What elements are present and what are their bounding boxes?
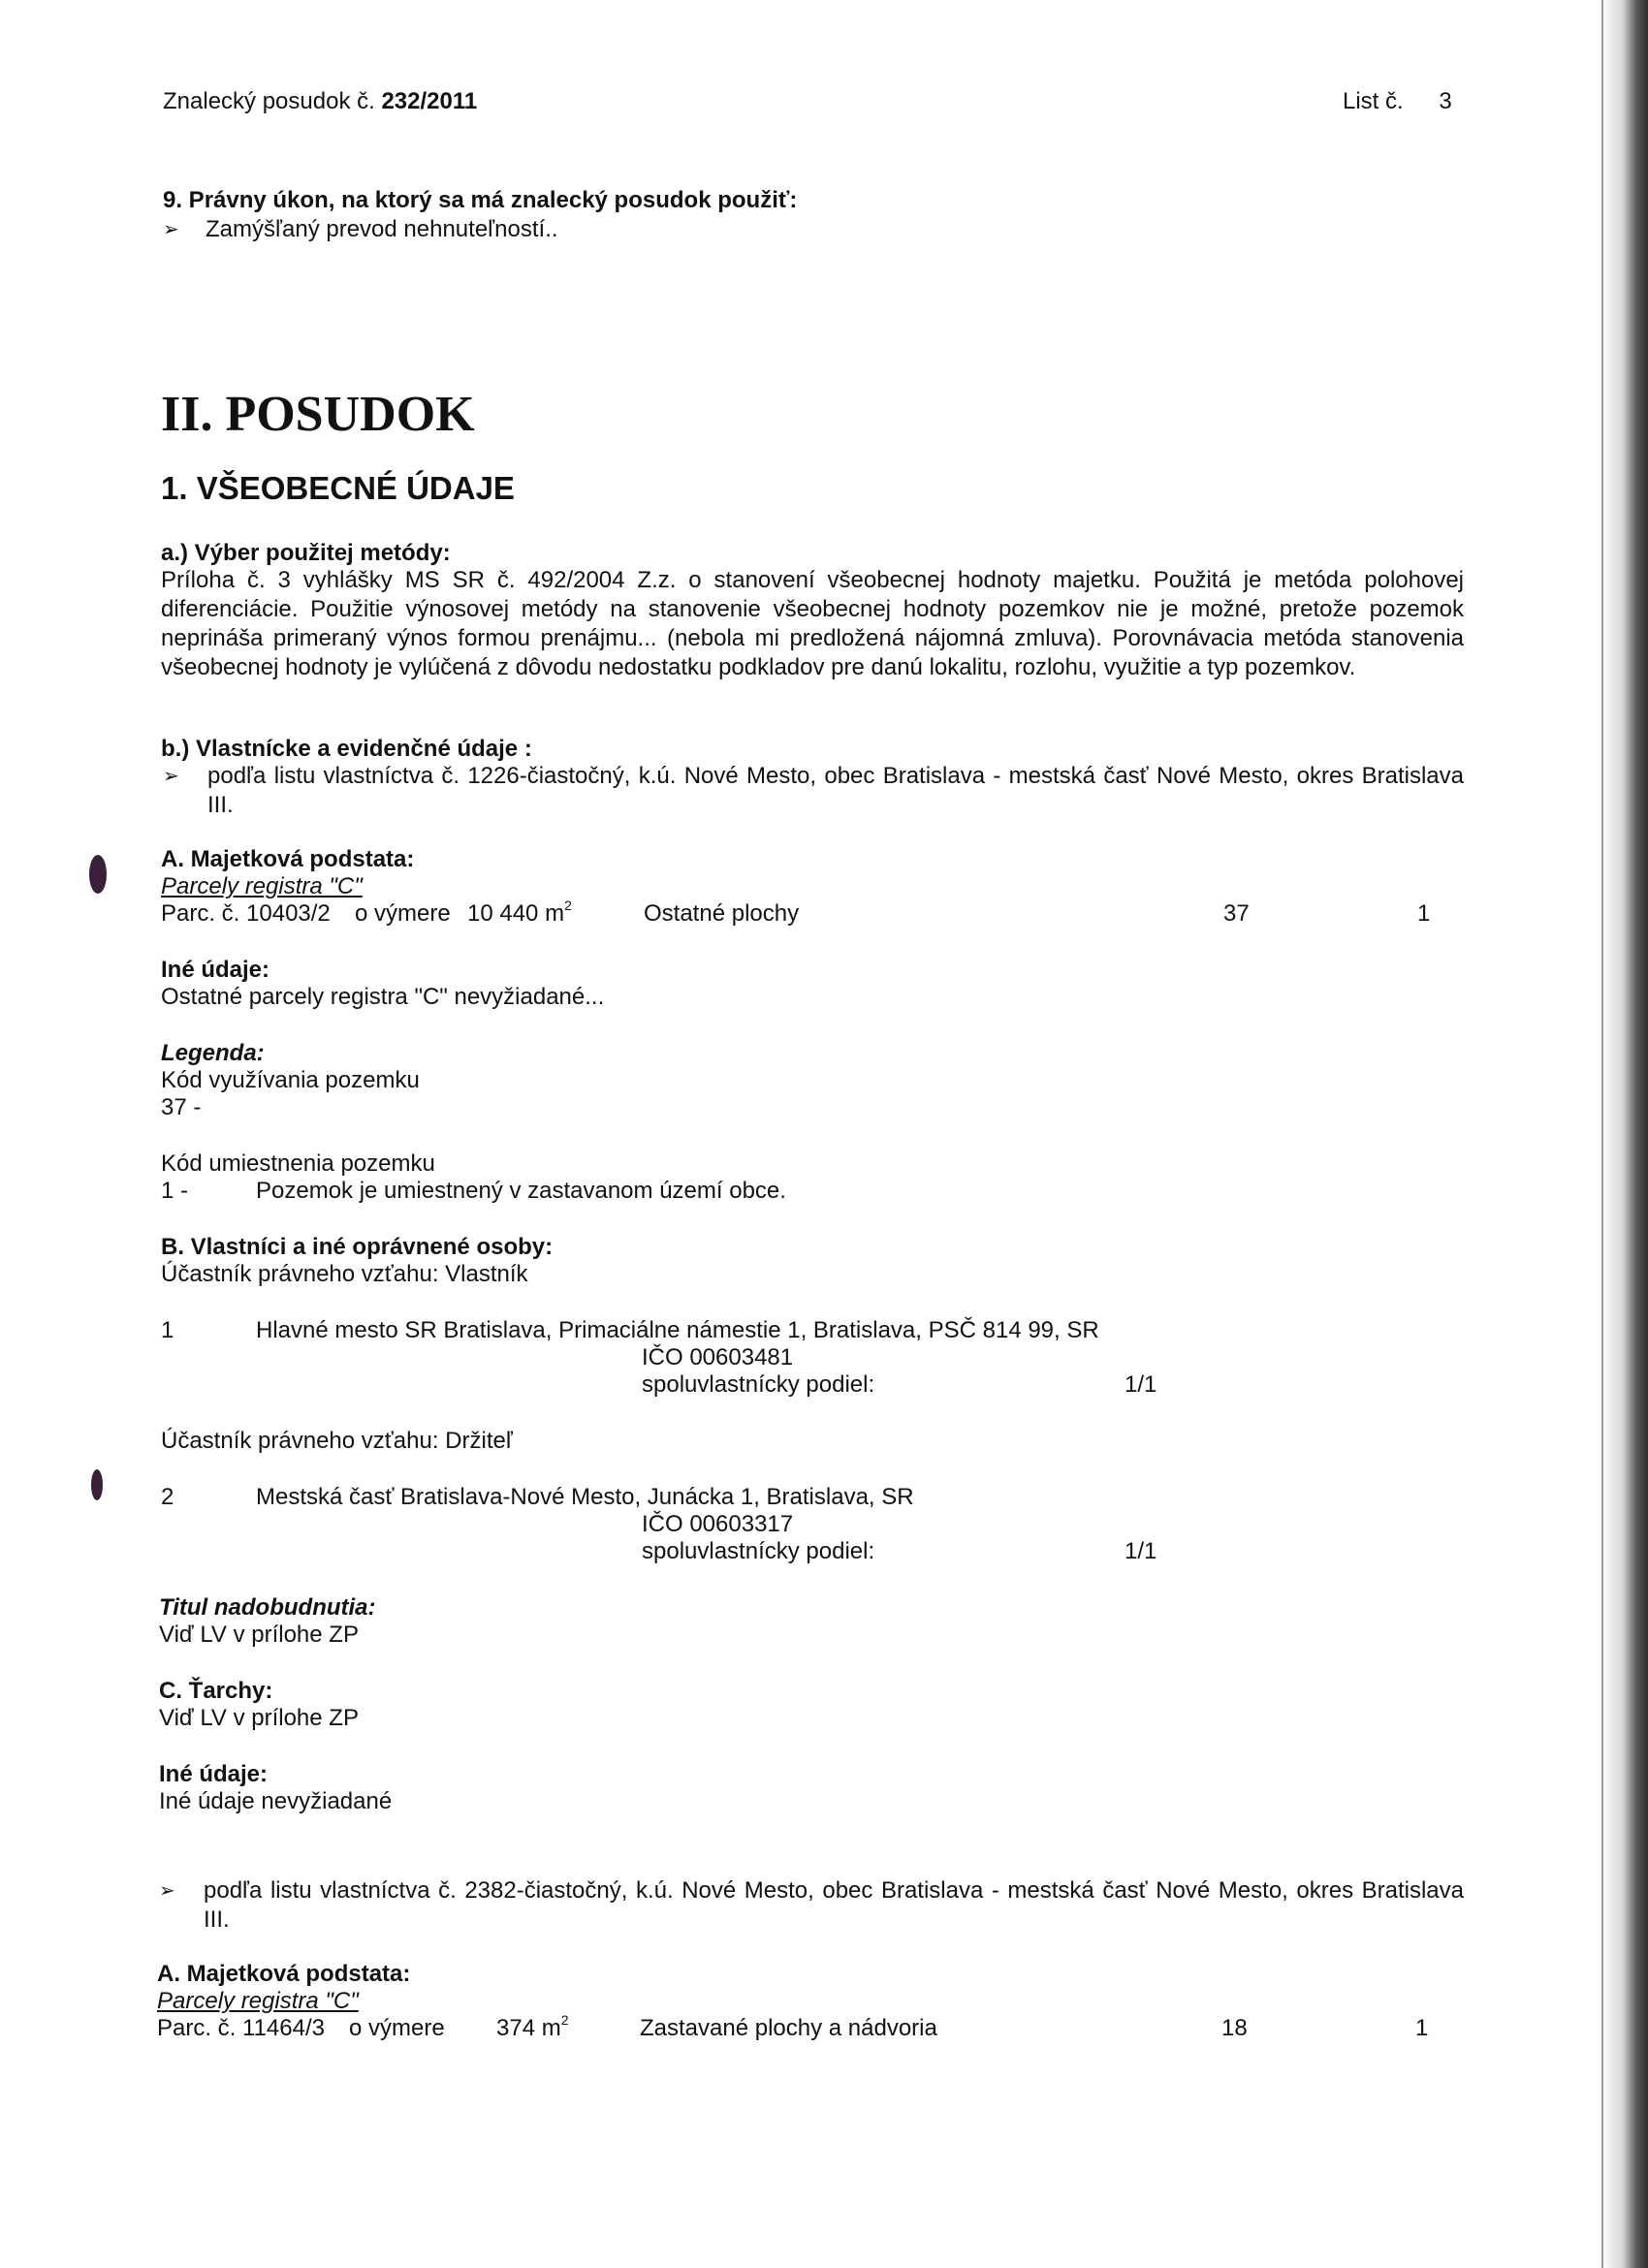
owner-2-name: Mestská časť Bratislava-Nové Mesto, Junácka 1, Bratislava, SR	[256, 1484, 914, 1510]
asset-title: A. Majetková podstata:	[161, 846, 415, 872]
owner-2-share-label: spoluvlastnícky podiel:	[642, 1538, 875, 1564]
section-9-item: Zamýšľaný prevod nehnuteľností..	[206, 216, 558, 242]
legend-location-label: Kód umiestnenia pozemku	[161, 1150, 435, 1177]
other-data-title: Iné údaje:	[161, 957, 270, 983]
ownership-title: b.) Vlastnícke a evidenčné údaje :	[161, 736, 532, 762]
legend-usage-code: 37 -	[161, 1094, 202, 1120]
parcel-2-area-label: o výmere	[349, 2015, 445, 2041]
header-doc-label: Znalecký posudok č.	[163, 88, 375, 114]
owners-title: B. Vlastníci a iné oprávnené osoby:	[161, 1234, 554, 1260]
other-data-2-title: Iné údaje:	[159, 1761, 269, 1787]
parcel-area-label: o výmere	[355, 900, 451, 927]
owner-1-name: Hlavné mesto SR Bratislava, Primaciálne námestie 1, Bratislava, PSČ 814 99, SR	[256, 1317, 1099, 1343]
owner-1-share: 1/1	[1125, 1371, 1157, 1398]
legend-location-code: 1 -	[161, 1178, 189, 1204]
owner-relation-2: Účastník právneho vzťahu: Držiteľ	[161, 1428, 513, 1454]
asset-2-subtitle: Parcely registra "C"	[157, 1988, 359, 2014]
parcel-area-value: 10 440 m	[467, 900, 565, 927]
ownership-bullet-2: podľa listu vlastníctva č. 2382-čiastočný, k.ú. Nové Mesto, obec Bratislava - mestská časť Nové Mesto, okres Bratislava III.	[204, 1877, 1464, 1933]
owner-1-number: 1	[161, 1317, 174, 1343]
page-header-right	[1343, 87, 1452, 116]
parcel-2-number: Parc. č. 11464/3	[157, 2015, 325, 2041]
header-list-number: 3	[1439, 88, 1452, 114]
asset-2-title: A. Majetková podstata:	[157, 1961, 411, 1987]
scan-page-edge-line	[1601, 0, 1603, 2268]
method-text: Príloha č. 3 vyhlášky MS SR č. 492/2004 Z.z. o stanovení všeobecnej hodnoty majetku. Použitá je metóda polohovej diferenciácie. Použitie výnosovej metódy na stanovenie všeobecnej hodnoty pozemkov nie je možné, pretože pozemok neprináša primeraný výnos formou prenájmu... (nebola mi predložená nájomná zmluva). Porovnávacia metóda stanovenia všeobecnej hodnoty je vylúčená z dôvodu nedostatku podkladov pre danú lokalitu, rozlohu, využitie a typ pozemkov.	[161, 567, 1464, 680]
parcel-code-location: 1	[1417, 900, 1431, 927]
parcel-area	[467, 899, 572, 929]
other-data-text: Ostatné parcely registra "C" nevyžiadané...	[161, 984, 605, 1010]
other-data-2-text: Iné údaje nevyžiadané	[159, 1788, 393, 1814]
asset-subtitle: Parcely registra "C"	[161, 873, 363, 899]
parcel-2-area	[496, 2014, 569, 2043]
bullet-arrow-icon: ➢	[163, 766, 179, 787]
parcel-type: Ostatné plochy	[644, 900, 800, 927]
header-doc-number: 232/2011	[381, 88, 478, 114]
section-1-title: 1. VŠEOBECNÉ ÚDAJE	[161, 470, 515, 506]
method-title: a.) Výber použitej metódy:	[161, 540, 451, 566]
acquisition-title: Titul nadobudnutia:	[159, 1594, 376, 1621]
parcel-2-type: Zastavané plochy a nádvoria	[640, 2015, 937, 2041]
owner-2-share: 1/1	[1125, 1538, 1157, 1564]
owner-1-ico: IČO 00603481	[642, 1344, 794, 1370]
encumbrances-text: Viď LV v prílohe ZP	[159, 1705, 359, 1731]
scan-page-edge	[1601, 0, 1648, 2268]
parcel-2-area-value: 374 m	[496, 2015, 561, 2041]
parcel-2-code-location: 1	[1415, 2015, 1429, 2041]
legend-title: Legenda:	[161, 1040, 265, 1066]
header-list-label: List č.	[1343, 88, 1404, 114]
legend-location-text: Pozemok je umiestnený v zastavanom území obce.	[256, 1178, 786, 1204]
ownership-bullet-1: podľa listu vlastníctva č. 1226-čiastočný, k.ú. Nové Mesto, obec Bratislava - mestská časť Nové Mesto, okres Bratislava III.	[207, 763, 1464, 818]
punch-hole-mark	[89, 855, 107, 894]
owner-1-share-label: spoluvlastnícky podiel:	[642, 1371, 875, 1398]
main-title: II. POSUDOK	[161, 387, 475, 442]
bullet-arrow-icon: ➢	[163, 219, 179, 240]
parcel-number: Parc. č. 10403/2	[161, 900, 331, 927]
encumbrances-title: C. Ťarchy:	[159, 1678, 273, 1704]
parcel-2-code-usage: 18	[1221, 2015, 1248, 2041]
parcel-area-unit-exp: 2	[564, 898, 572, 913]
page-header-left	[163, 87, 477, 116]
parcel-2-area-unit-exp: 2	[560, 2012, 569, 2028]
acquisition-text: Viď LV v prílohe ZP	[159, 1622, 359, 1648]
owner-2-number: 2	[161, 1484, 174, 1510]
parcel-code-usage: 37	[1223, 900, 1250, 927]
punch-hole-mark	[91, 1469, 103, 1500]
legend-usage-label: Kód využívania pozemku	[161, 1067, 420, 1093]
bullet-arrow-icon: ➢	[159, 1880, 175, 1902]
owner-relation-1: Účastník právneho vzťahu: Vlastník	[161, 1261, 528, 1287]
owner-2-ico: IČO 00603317	[642, 1511, 794, 1537]
section-9-title: 9. Právny úkon, na ktorý sa má znalecký posudok použiť:	[163, 187, 798, 213]
